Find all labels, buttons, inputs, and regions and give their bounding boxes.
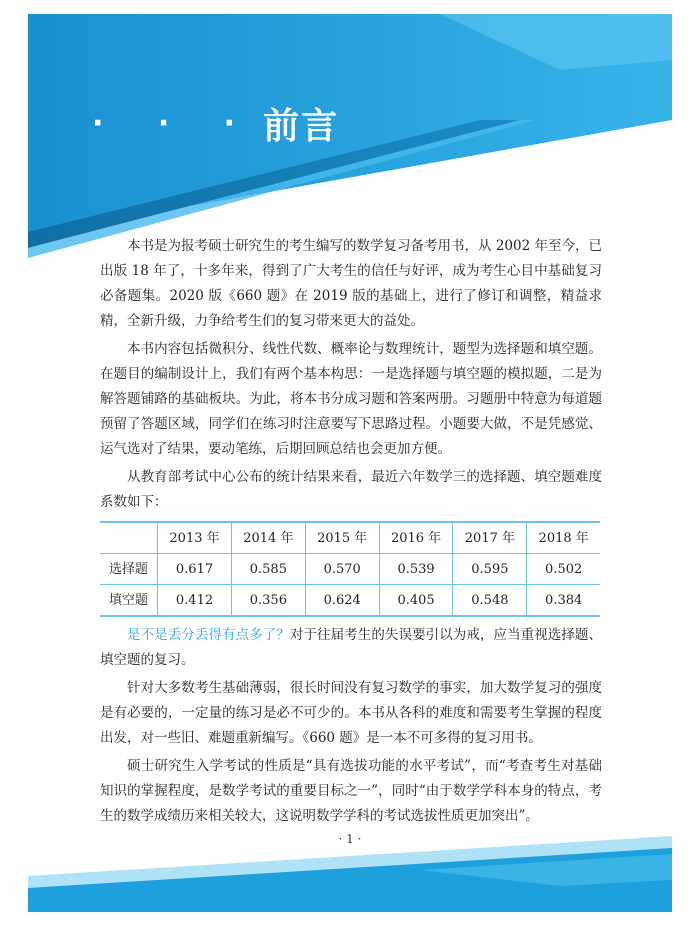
table-corner [100,522,158,554]
row-label: 填空题 [100,585,158,617]
year-header: 2013 年 [158,522,232,554]
table-cell: 0.502 [527,554,600,585]
year-header: 2018 年 [527,522,600,554]
table-row [100,554,600,585]
table-cell: 0.585 [231,554,305,585]
year-header: 2014 年 [231,522,305,554]
difficulty-table [100,521,600,617]
year-header: 2017 年 [453,522,527,554]
row-label: 选择题 [100,554,158,585]
page-number: · 1 · [338,832,362,846]
paragraph-4 [100,623,602,673]
table-row [100,585,600,617]
paragraph-1: 本书是为报考硕士研究生的考生编写的数学复习备考用书，从 2002 年至今，已出版 18 年了，十多年来，得到了广大考生的信任与好评，成为考生心目中基础复习必备题集。2020 版《660 题》在 2019 版的基础上，进行了修订和调整，精益求精，全新升级，力争给考生们的复习带来更大的益处。 [100,238,602,329]
year-header: 2016 年 [379,522,453,554]
highlight-question: 是不是丢分丢得有点多了？ [127,627,290,643]
body-content [100,234,602,832]
title-dots: · · · [92,106,258,141]
page-title [92,98,339,149]
table-cell: 0.570 [305,554,379,585]
paragraph-5: 针对大多数考生基础薄弱，很长时间没有复习数学的事实，加大数学复习的强度是有必要的，一定量的练习是必不可少的。本书从各科的难度和需要考生掌握的程度出发，对一些旧、难题重新编写。《660 题》是一本不可多得的复习用书。 [100,680,602,746]
paragraph-3: 从教育部考试中心公布的统计结果来看，最近六年数学三的选择题、填空题难度系数如下： [100,469,602,510]
table-cell: 0.412 [158,585,232,617]
table-cell: 0.548 [453,585,527,617]
table-cell: 0.617 [158,554,232,585]
table-cell: 0.405 [379,585,453,617]
table-cell: 0.384 [527,585,600,617]
table-cell: 0.624 [305,585,379,617]
table-cell: 0.356 [231,585,305,617]
year-header: 2015 年 [305,522,379,554]
table-cell: 0.539 [379,554,453,585]
paragraph-2: 本书内容包括微积分、线性代数、概率论与数理统计，题型为选择题和填空题。在题目的编制设计上，我们有两个基本构思：一是选择题与填空题的模拟题，二是为解答题铺路的基础板块。为此，将本书分成习题和答案两册。习题册中特意为每道题预留了答题区域，同学们在练习时注意要写下思路过程。小题要大做，不是凭感觉、运气选对了结果，要动笔练，后期回顾总结也会更加方便。 [100,341,602,457]
table-cell: 0.595 [453,554,527,585]
title-text: 前言 [263,106,340,147]
table-header-row [100,522,600,554]
paragraph-4-rest: 对于往届考生的失误要引以为戒，应当重视选择题、填空题的复习。 [100,627,603,668]
paragraph-6: 硕士研究生入学考试的性质是“具有选拔功能的水平考试”，而“考查考生对基础知识的掌握程度，是数学考试的重要目标之一”，同时“由于数学学科本身的特点，考生的数学成绩历来相关较大，这说明数学学科的考试选拔性质更加突出”。 [100,758,602,824]
